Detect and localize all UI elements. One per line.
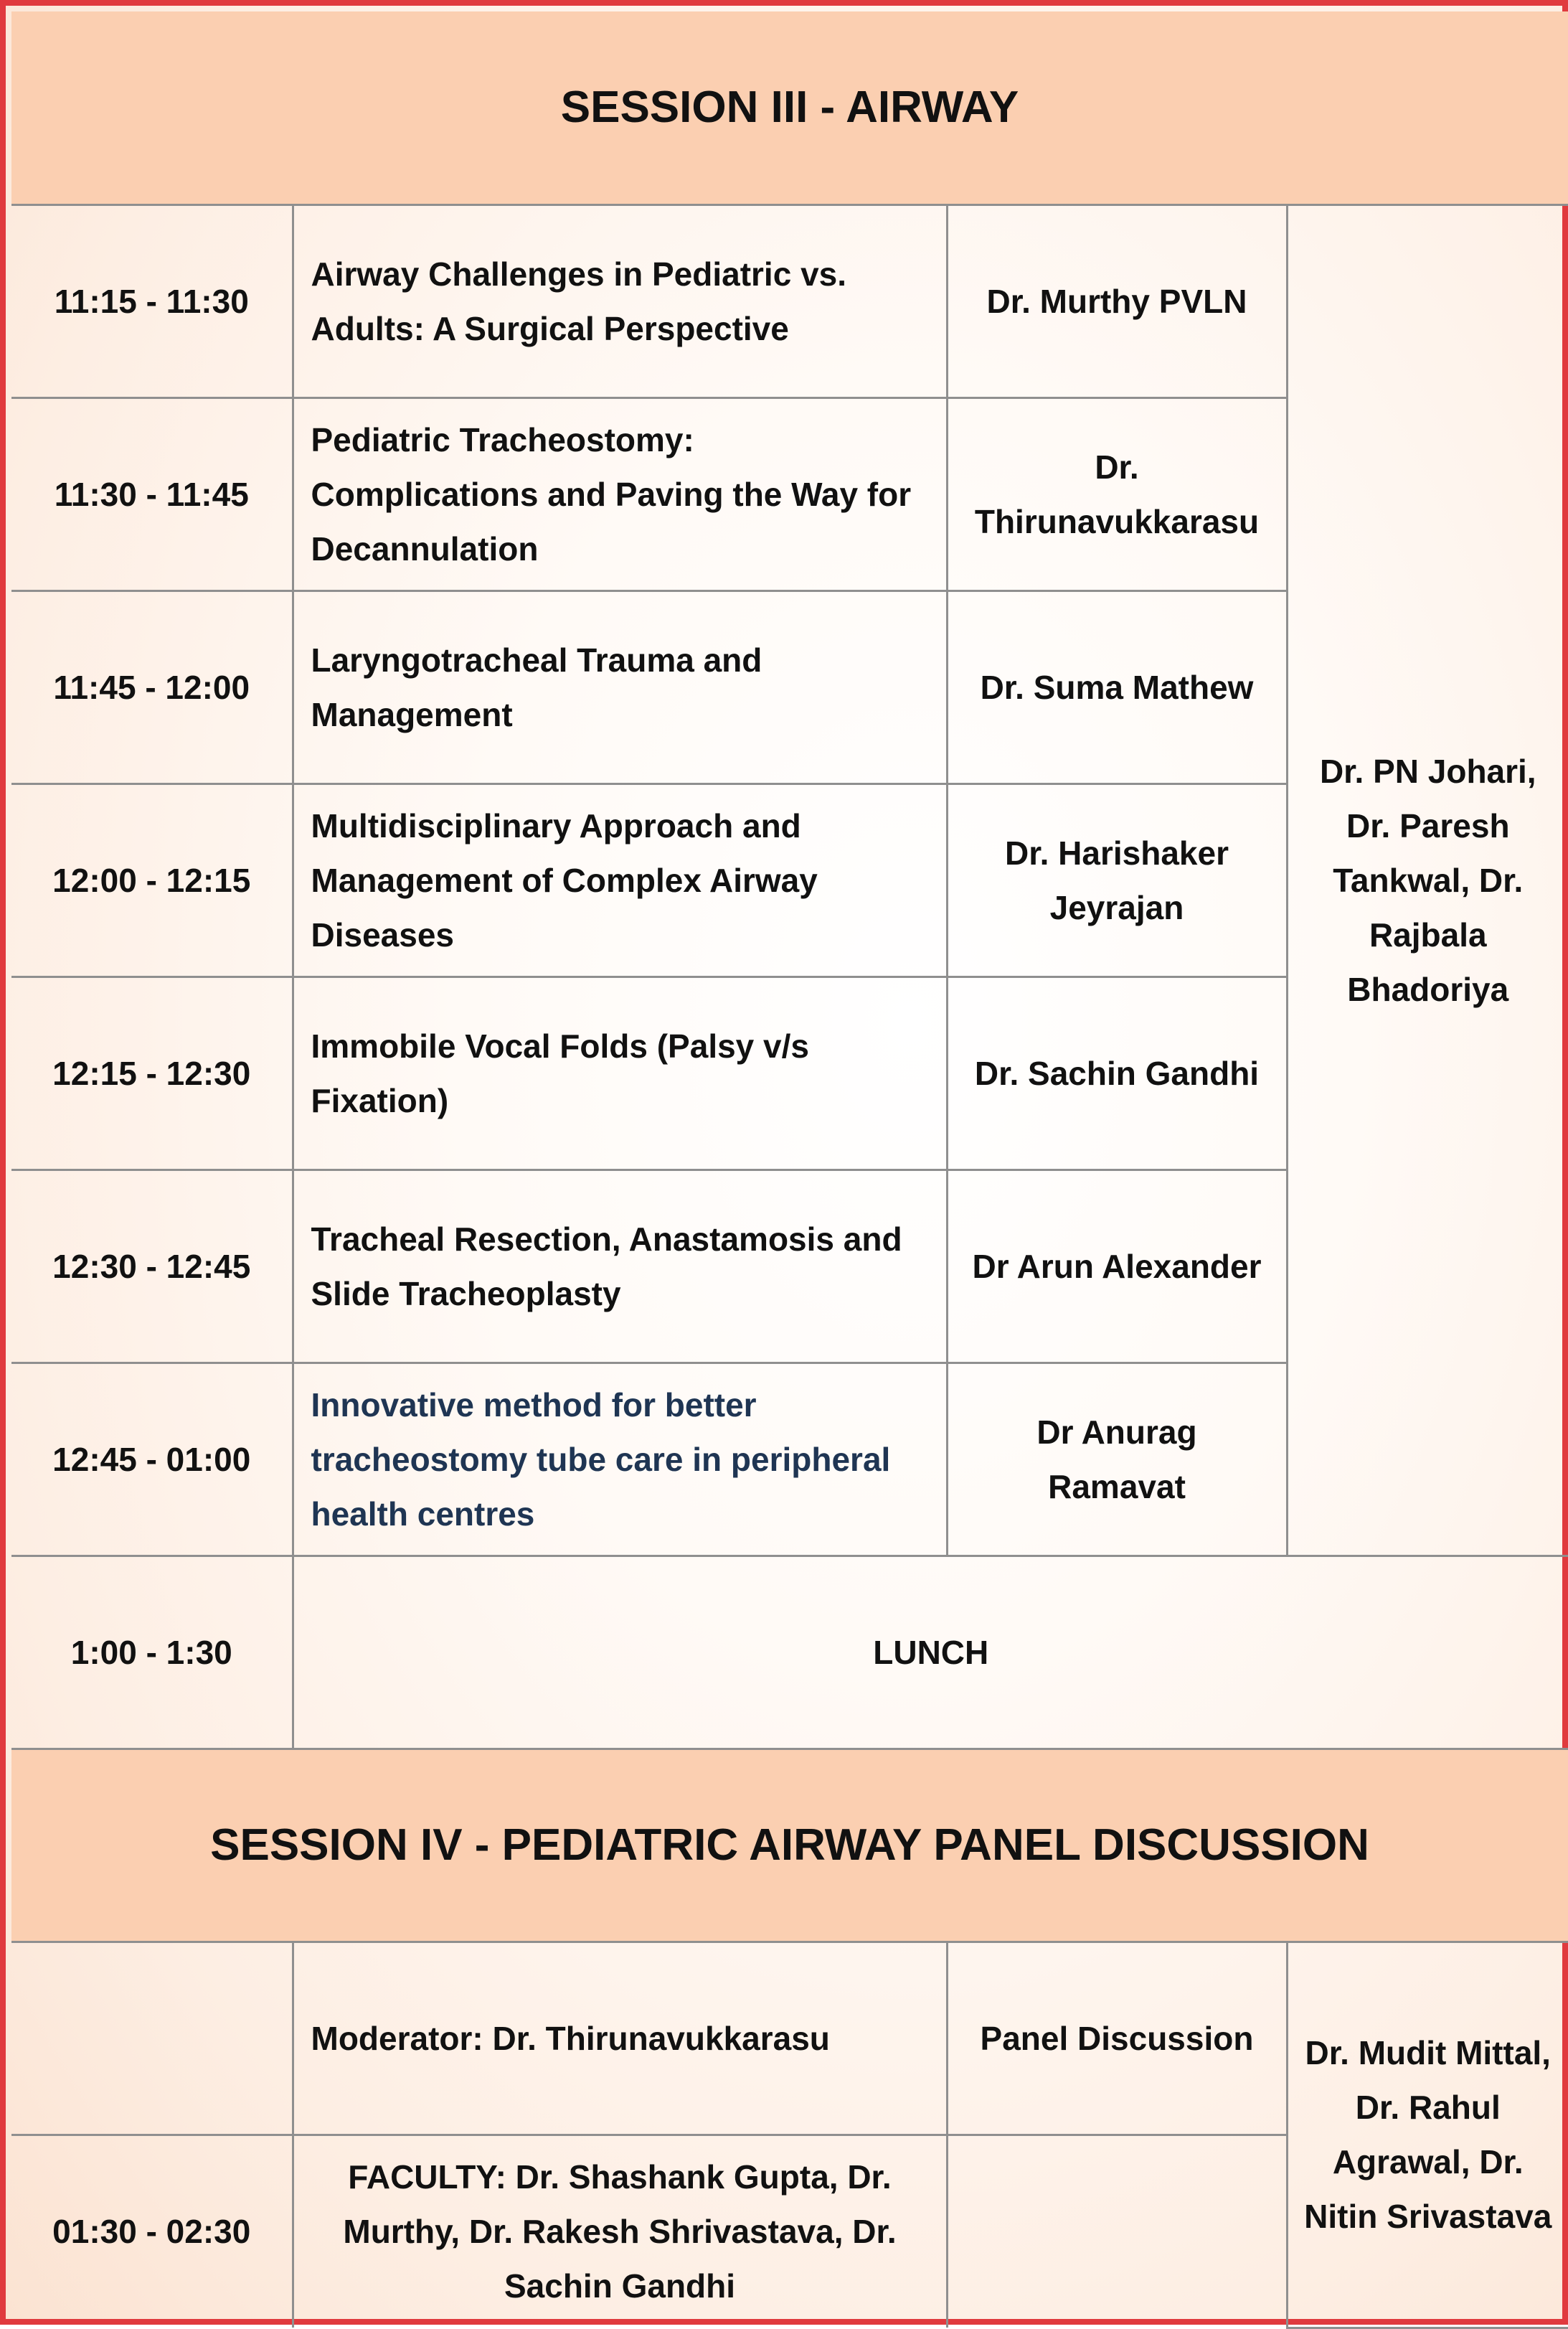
moderator: Moderator: Dr. Thirunavukkarasu [293,1942,947,2135]
table-row [11,204,1568,397]
lunch-label: LUNCH [293,1556,1568,1749]
slot-speaker: Dr. Thirunavukkarasu [947,397,1287,591]
session3-chairpersons: Dr. PN Johari, Dr. Paresh Tankwal, Dr. Rajbala Bhadoriya [1287,204,1568,1556]
slot-speaker: Dr. Harishaker Jeyrajan [947,784,1287,977]
session3-title: SESSION III - AIRWAY [11,11,1568,204]
slot-topic: Pediatric Tracheostomy: Complications and Paving the Way for Decannulation [293,397,947,591]
lunch-time: 1:00 - 1:30 [11,1556,293,1749]
session-format: Panel Discussion [947,1942,1287,2135]
session3-header-row [11,11,1568,204]
slot-speaker: Dr. Murthy PVLN [947,204,1287,397]
slot-topic: Innovative method for better tracheostomy tube care in peripheral health centres [293,1363,947,1556]
session4-header-row [11,1749,1568,1942]
speaker-empty [947,2135,1287,2328]
slot-time-empty [11,1942,293,2135]
table-row [11,1942,1568,2135]
slot-time: 11:15 - 11:30 [11,204,293,397]
slot-topic: Immobile Vocal Folds (Palsy v/s Fixation) [293,977,947,1170]
slot-speaker: Dr Arun Alexander [947,1170,1287,1363]
slot-time: 12:30 - 12:45 [11,1170,293,1363]
slot-topic: Tracheal Resection, Anastamosis and Slide Tracheoplasty [293,1170,947,1363]
slot-speaker: Dr Anurag Ramavat [947,1363,1287,1556]
session4-chairpersons: Dr. Mudit Mittal, Dr. Rahul Agrawal, Dr. Nitin Srivastava [1287,1942,1568,2328]
lunch-row [11,1556,1568,1749]
slot-topic: Laryngotracheal Trauma and Management [293,591,947,784]
slot-time: 12:00 - 12:15 [11,784,293,977]
slot-time: 12:45 - 01:00 [11,1363,293,1556]
slot-speaker: Dr. Sachin Gandhi [947,977,1287,1170]
slot-speaker: Dr. Suma Mathew [947,591,1287,784]
slot-topic: Airway Challenges in Pediatric vs. Adults: A Surgical Perspective [293,204,947,397]
slot-time: 11:30 - 11:45 [11,397,293,591]
slot-time: 12:15 - 12:30 [11,977,293,1170]
slot-time: 11:45 - 12:00 [11,591,293,784]
slot-topic: Multidisciplinary Approach and Management of Complex Airway Diseases [293,784,947,977]
slot-time: 01:30 - 02:30 [11,2135,293,2328]
faculty-list: FACULTY: Dr. Shashank Gupta, Dr. Murthy, Dr. Rakesh Shrivastava, Dr. Sachin Gandhi [293,2135,947,2328]
schedule-table [11,11,1568,2329]
session4-title: SESSION IV - PEDIATRIC AIRWAY PANEL DISCUSSION [11,1749,1568,1942]
